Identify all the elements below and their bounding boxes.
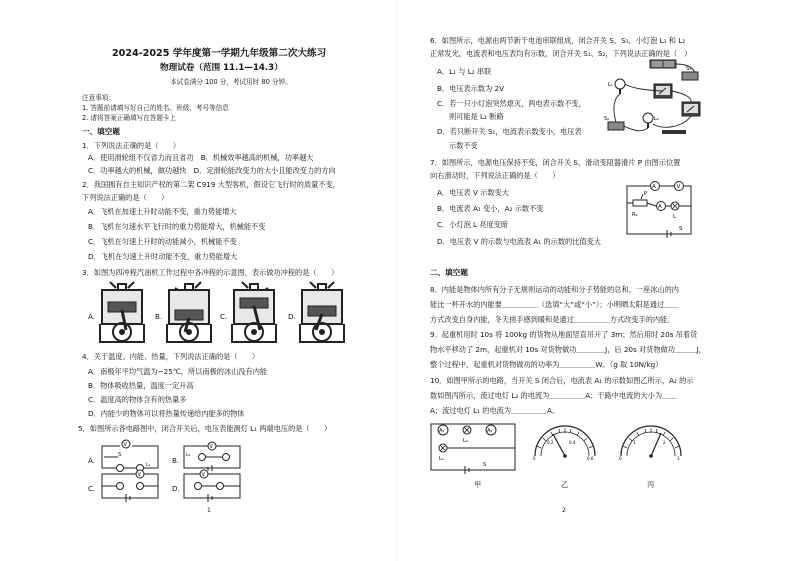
question-option: D．若只断开关 S₁，电流表示数变小，电压表 (437, 127, 582, 136)
component-label: L₁ (608, 82, 613, 88)
component-label: S₂ (604, 116, 610, 122)
component-label: A (658, 204, 662, 210)
question-stem: 4．关于温度、内能、热量，下列说法正确的是（ ） (82, 352, 260, 361)
component-label: L₁ (146, 463, 151, 468)
option-label: B. (155, 312, 163, 321)
component-label: L₁ (186, 453, 191, 458)
question-option: A．使用滑轮组不仅省力而且省功 B．机械效率越高的机械，功率越大 (88, 153, 314, 162)
component-label: L₂ (463, 438, 468, 444)
question-stem: 下列说法正确的是（ ） (82, 193, 169, 202)
notes-title: 注意事项： (82, 94, 115, 102)
note-line: 1. 答题前请填写好自己的姓名、班级、考号等信息 (82, 104, 229, 112)
question-option: B．飞机在匀速水平飞行时的重力势能增大，机械能不变 (88, 222, 266, 231)
question-option: C．功率越大的机械，做功越快 D．定滑轮能改变力的大小且能改变力的方向 (88, 166, 336, 175)
question-option: C．小灯泡 L 亮度变暗 (437, 220, 509, 229)
component-label: V (209, 444, 213, 450)
engine-diagram (296, 280, 348, 344)
component-label: S (118, 452, 122, 458)
circuit-diagram (100, 468, 162, 502)
component-label: V (201, 472, 205, 478)
component-label: V (676, 184, 681, 190)
component-label: S (483, 462, 487, 468)
engine-diagram (163, 280, 215, 344)
circuit-diagram (182, 438, 244, 472)
question-option: C．飞机在匀速上升时的动能减小，机械能不变 (88, 237, 237, 246)
question-option-cont: 示数不变 (449, 141, 478, 150)
component-label: R₂ (632, 212, 638, 218)
question-line: 物水平移动了 2m，起重机对 10s 对货物做功＿＿＿＿J，后 20s 对货物做功＿＿＿J， (430, 345, 706, 354)
question-stem: 正常发光，电流表和电压表均有示数，闭合开关 S₁、S₂，下列说法正确的是（ ） (430, 49, 692, 58)
question-option: B．电流表 A₁ 变小，A₂ 示数不变 (437, 204, 544, 213)
component-label: S (679, 226, 683, 232)
question-option: C．若一只小灯泡突然熄灭，两电表示数不变， (437, 99, 586, 108)
question-line: 数如图丙所示，流过电灯 L₂ 的电流为＿＿＿＿＿A；干路中电流的大小为＿＿ (430, 391, 677, 400)
circuit-diagram (427, 418, 519, 476)
meter-tick: 0.4 (569, 440, 576, 445)
question-line: 10．如图甲所示的电路，当开关 S 闭合后，电流表 A₁ 的示数如图乙所示，A₂ 的示 (430, 376, 694, 385)
exam-info: 本试卷满分 100 分，考试用时 80 分钟。 (170, 78, 292, 86)
component-label: V (137, 472, 141, 478)
question-stem: 7．如图所示，电源电压保持不变，闭合开关 S，滑动变阻器滑片 P 由图示位置 (430, 158, 681, 167)
question-line: 能比一杯开水的内能要＿＿＿＿＿（选填“大”或“小”）；小明晒太阳是通过＿＿ (430, 300, 679, 309)
question-option: C．温度高的物体含有的热量多 (88, 395, 187, 404)
meter-tick: 0 (533, 456, 536, 461)
circuit-photo-figure (602, 58, 707, 142)
meter-tick: 3 (677, 456, 680, 461)
meter-tick: 0.2 (547, 440, 554, 445)
question-option-cont: 则可能是 L₁ 断路 (449, 112, 504, 121)
question-line: 方式改变自身内能，冬天搓手感到暖和是通过＿＿＿＿＿方式改变手的内能。 (430, 315, 675, 324)
component-label: L₂ (654, 116, 659, 122)
note-line: 2. 请将答案正确填写在答题卡上 (82, 114, 177, 122)
meter-tick: 0 (619, 456, 622, 461)
engine-diagram (228, 280, 280, 344)
exam-page-2 (397, 0, 794, 561)
question-option: D．飞机在匀速上升时动能不变，重力势能增大 (88, 252, 238, 261)
question-option: A．电压表 V 示数变大 (437, 188, 509, 197)
question-option: A．飞机在加速上升时动能不变，重力势能增大 (88, 207, 237, 216)
question-stem: 2．我国拥有自主知识产权的第二架 C919 大型客机，假设它飞行时的质量不变， (82, 180, 340, 189)
question-stem: 5．如图所示各电路图中，闭合开关后，电压表能测灯 L₁ 两端电压的是（ ） (78, 424, 332, 433)
question-option: A．L₁ 与 L₂ 串联 (437, 67, 492, 76)
exam-title: 2024-2025 学年度第一学期九年级第二次大练习 (112, 48, 327, 59)
question-option: B．物体吸收热量，温度一定升高 (88, 381, 194, 390)
option-label: A. (88, 456, 96, 465)
option-label: C. (88, 484, 96, 493)
option-label: D. (172, 484, 180, 493)
question-option: A．南极年平均气温为−25℃，所以南极的冰山没有内能 (88, 367, 268, 376)
section-heading: 二、填空题 (430, 268, 468, 277)
figure-caption: 甲 (474, 480, 482, 489)
question-stem: 3．如图为四冲程汽油机工作过程中各冲程的示意图，表示做功冲程的是（ ） (82, 268, 339, 277)
option-label: D. (288, 312, 296, 321)
question-stem: 1．下列说法正确的是（ ） (82, 141, 181, 150)
component-label: V (123, 442, 127, 448)
page-number: 2 (562, 507, 566, 514)
engine-diagram (96, 280, 148, 344)
circuit-diagram (100, 438, 162, 472)
option-label: A. (88, 312, 96, 321)
component-label: A₁ (439, 428, 445, 434)
figure-caption: 乙 (561, 480, 569, 489)
question-option: B．电压表示数为 2V (437, 84, 505, 93)
component-label: L (673, 214, 677, 220)
question-option: D．内能少的物体可以将热量传递给内能多的物体 (88, 409, 245, 418)
meter-tick: 0.6 (587, 456, 594, 461)
option-label: C. (220, 312, 228, 321)
option-label: B. (172, 456, 180, 465)
component-label: L₁ (439, 456, 444, 462)
circuit-diagram (621, 180, 697, 238)
question-stem: 6．如图所示，电源由两节新干电池串联组成，闭合开关 S、S₁，小灯泡 L₁ 和 L₂ (430, 36, 686, 45)
question-stem: 向右滑动时，下列说法正确的是（ ） (430, 171, 560, 180)
question-option: D．电压表 V 的示数与电流表 A₁ 的示数的比值变大 (437, 237, 601, 246)
component-label: S₁ (686, 66, 692, 72)
question-line: 整个过程中，起重机对货物做功的功率为＿＿＿＿＿W。（g 取 10N/kg） (430, 360, 663, 369)
component-label: A (652, 184, 656, 190)
exam-subtitle: 物理试卷（范围 11.1—14.3） (160, 63, 283, 73)
ammeter-dial (529, 424, 601, 462)
question-line: 9．起重机用时 10s 将 100kg 的货物从地面竖直吊升了 3m；然后用时 20s 吊着货 (430, 330, 698, 339)
question-line: 8．内能是物体内所有分子无规则运动的动能和分子势能的总和。一座冰山的内 (430, 285, 679, 294)
circuit-diagram (182, 468, 244, 502)
page-number: 1 (207, 507, 211, 514)
meter-tick: 2 (663, 440, 666, 445)
section-heading: 一、填空题 (82, 127, 120, 136)
meter-tick: 1 (633, 440, 636, 445)
component-label: P (644, 191, 648, 197)
figure-caption: 丙 (647, 480, 655, 489)
ammeter-dial (615, 424, 687, 462)
question-line: A；流过电灯 L₁ 的电流为＿＿＿＿＿A。 (430, 406, 560, 415)
component-label: A₂ (487, 428, 493, 434)
